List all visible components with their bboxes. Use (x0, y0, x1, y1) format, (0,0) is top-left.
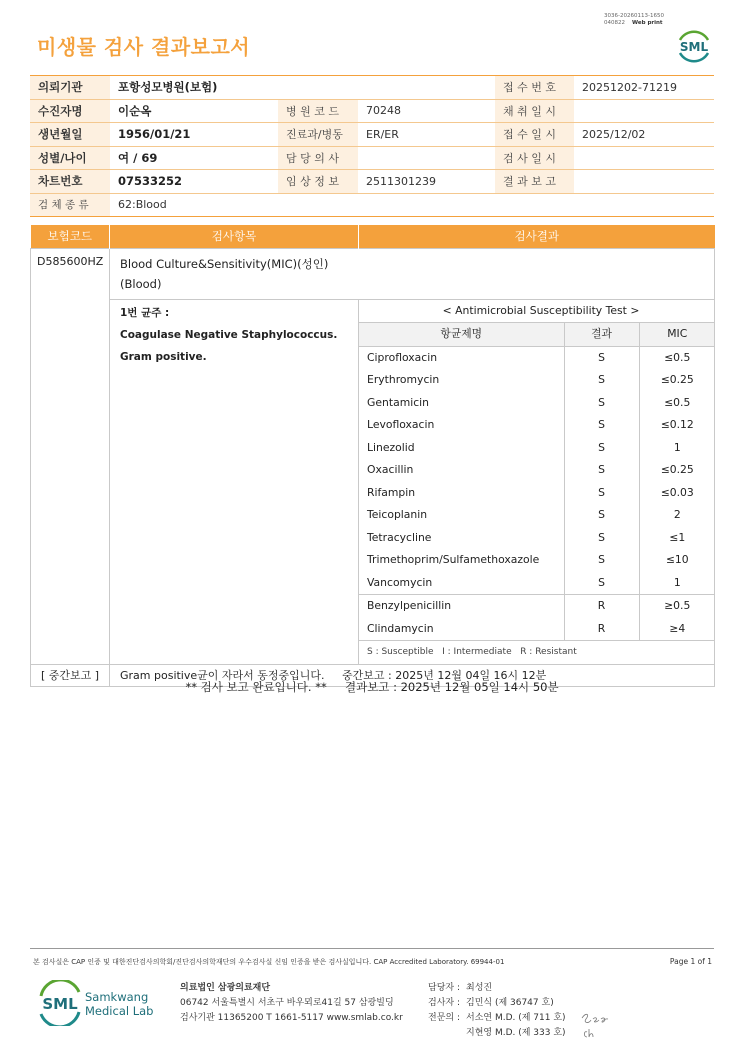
col-item-header: 검사항목 (110, 225, 359, 248)
samkwang-logo-icon (38, 980, 154, 1026)
drug-result: S (564, 482, 639, 505)
signature-icon (578, 1010, 618, 1040)
report-label: 결 과 보 고 (495, 170, 574, 194)
sml-logo-icon (674, 26, 714, 66)
drug-name: Levofloxacin (367, 418, 435, 431)
ast-row (359, 369, 715, 392)
drug-mic: ≥0.5 (639, 595, 715, 618)
ast-row (359, 549, 715, 572)
chart-label: 차트번호 (30, 170, 110, 194)
drug-mic: ≤0.25 (639, 459, 715, 482)
organism-cell (110, 299, 359, 664)
drug-name: Oxacillin (367, 463, 414, 476)
footer-address (180, 981, 403, 1026)
staff-role: 전문의 : (428, 1013, 460, 1023)
patient-info-table (30, 75, 714, 217)
drug-result: R (564, 595, 639, 618)
clinical-label: 임 상 정 보 (278, 170, 358, 194)
receipt-date-label: 접 수 일 시 (495, 123, 574, 147)
interim-text: Gram positive균이 자라서 동정중입니다. 중간보고 : 2025년 12월 04일 16시 12분 (110, 664, 715, 686)
footer-staff (428, 981, 566, 1041)
page-number: Page 1 of 1 (669, 957, 712, 966)
drug-name: Vancomycin (367, 575, 433, 589)
result-table (30, 225, 715, 687)
drug-result: S (564, 437, 639, 460)
drug-mic: ≤10 (639, 549, 715, 572)
organism-gram: Gram positive. (120, 350, 207, 363)
brand-line1: Samkwang (85, 990, 149, 1004)
drug-result: S (564, 549, 639, 572)
receipt-date-value: 2025/12/02 (574, 123, 714, 147)
drug-name: Trimethoprim/Sulfamethoxazole (367, 553, 540, 566)
col-code-header: 보험코드 (31, 225, 110, 248)
drug-name: Erythromycin (367, 373, 440, 386)
drug-name: Ciprofloxacin (367, 350, 438, 364)
ast-row (359, 414, 715, 437)
staff-name: 최성진 (466, 983, 493, 993)
print-code (604, 13, 664, 27)
drug-mic: ≤0.12 (639, 414, 715, 437)
staff-role: 검사자 : (428, 998, 460, 1008)
drug-name: Linezolid (367, 440, 415, 454)
dept-value: ER/ER (358, 123, 495, 147)
dept-label: 진료과/병동 (278, 123, 358, 147)
collect-label: 채 취 일 시 (495, 99, 574, 123)
test-date-label: 검 사 일 시 (495, 146, 574, 170)
drug-result: S (564, 392, 639, 415)
dob-value: 1956/01/21 (110, 123, 278, 147)
ast-title: < Antimicrobial Susceptibility Test > (359, 300, 715, 323)
insurance-code: D585600HZ (31, 248, 110, 664)
drug-mic: ≤1 (639, 527, 715, 550)
drug-mic: ≥4 (639, 618, 715, 641)
ast-row (359, 437, 715, 460)
doctor-value (358, 146, 495, 170)
drug-mic: ≤0.5 (639, 346, 715, 369)
client-label: 의뢰기관 (30, 76, 110, 100)
ast-header-mic: MIC (639, 323, 715, 347)
client-value: 포항성모병원(보험) (110, 76, 495, 100)
ast-row (359, 346, 715, 369)
sex-age-label: 성별/나이 (30, 146, 110, 170)
print-mark: Web print (632, 20, 663, 26)
sml-logo-text: SML (679, 40, 709, 54)
staff-role (428, 1026, 466, 1041)
drug-result: S (564, 527, 639, 550)
ast-cell (359, 299, 715, 664)
specimen-value: 62:Blood (110, 193, 714, 217)
ast-row (359, 618, 715, 641)
hospital-code-value: 70248 (358, 99, 495, 123)
hospital-code-label: 병 원 코 드 (278, 99, 358, 123)
collect-value (574, 99, 714, 123)
drug-name: Rifampin (367, 485, 416, 499)
test-item-specimen: (Blood) (120, 276, 162, 291)
staff-role: 담당자 : (428, 983, 460, 993)
col-result-header: 검사결과 (359, 225, 715, 248)
ast-row (359, 459, 715, 482)
organism-name: Coagulase Negative Staphylococcus. (120, 328, 338, 341)
drug-result: R (564, 618, 639, 641)
dob-label: 생년월일 (30, 123, 110, 147)
patient-value: 이순옥 (110, 99, 278, 123)
drug-name: Tetracycline (367, 530, 432, 544)
sex-age-value: 여 / 69 (110, 146, 278, 170)
ast-table (359, 300, 715, 664)
specimen-label: 검 체 종 류 (30, 193, 110, 217)
drug-name: Teicoplanin (367, 508, 428, 521)
ast-row (359, 482, 715, 505)
drug-name: Gentamicin (367, 395, 429, 409)
ast-header-result: 결과 (564, 323, 639, 347)
staff-name: 김민식 (제 36747 호) (466, 998, 554, 1008)
final-report-text: ** 검사 보고 완료입니다. ** 결과보고 : 2025년 12월 05일 14시 50분 (185, 680, 559, 694)
footer-logo-text: SML (42, 995, 78, 1013)
receipt-no-value: 20251202-71219 (574, 76, 714, 100)
organism-number: 1번 균주 : (120, 306, 170, 319)
drug-name: Clindamycin (367, 621, 434, 635)
footer-note: 본 검사실은 CAP 인증 및 대한진단검사의학회/진단검사의학재단의 우수검사실 신임 인증을 받은 검사실입니다. CAP Accredited Laboratory. 69944-01 (33, 958, 505, 966)
drug-result: S (564, 369, 639, 392)
clinical-value: 2511301239 (358, 170, 495, 194)
print-code-line1: 3036-20260113-1650 (604, 13, 664, 19)
drug-result: S (564, 459, 639, 482)
ast-header-drug: 항균제명 (359, 323, 564, 347)
org-address: 06742 서울특별시 서초구 바우뫼로41길 57 삼광빌딩 (180, 998, 394, 1008)
test-item (110, 248, 715, 299)
drug-name: Benzylpenicillin (359, 595, 564, 618)
patient-label: 수진자명 (30, 99, 110, 123)
receipt-no-label: 접 수 번 호 (495, 76, 574, 100)
report-title: 미생물 검사 결과보고서 (37, 35, 251, 59)
org-name: 의료법인 삼광의료재단 (180, 983, 271, 993)
drug-mic: ≤0.5 (639, 392, 715, 415)
brand-line2: Medical Lab (85, 1004, 154, 1018)
drug-mic: 2 (639, 504, 715, 527)
doctor-label: 담 당 의 사 (278, 146, 358, 170)
ast-row (359, 527, 715, 550)
drug-mic: 1 (639, 437, 715, 460)
ast-row (359, 572, 715, 595)
drug-result: S (564, 572, 639, 595)
report-value (574, 170, 714, 194)
staff-name: 지현영 M.D. (제 333 호) (466, 1028, 566, 1038)
drug-mic: ≤0.25 (639, 369, 715, 392)
org-contact: 검사기관 11365200 T 1661-5117 www.smlab.co.kr (180, 1013, 403, 1023)
drug-mic: ≤0.03 (639, 482, 715, 505)
print-code-line2: 040822 (604, 20, 625, 26)
interim-label: [ 중간보고 ] (31, 664, 110, 686)
footer-divider (30, 948, 714, 949)
drug-result: S (564, 346, 639, 369)
ast-legend: S : Susceptible I : Intermediate R : Resistant (359, 641, 715, 664)
ast-row (359, 595, 715, 618)
ast-row (359, 504, 715, 527)
test-date-value (574, 146, 714, 170)
drug-result: S (564, 504, 639, 527)
test-item-name: Blood Culture&Sensitivity(MIC)(성인) (120, 256, 329, 271)
drug-mic: 1 (639, 572, 715, 595)
staff-name: 서소연 M.D. (제 711 호) (466, 1013, 566, 1023)
drug-result: S (564, 414, 639, 437)
ast-row (359, 392, 715, 415)
chart-value: 07533252 (110, 170, 278, 194)
